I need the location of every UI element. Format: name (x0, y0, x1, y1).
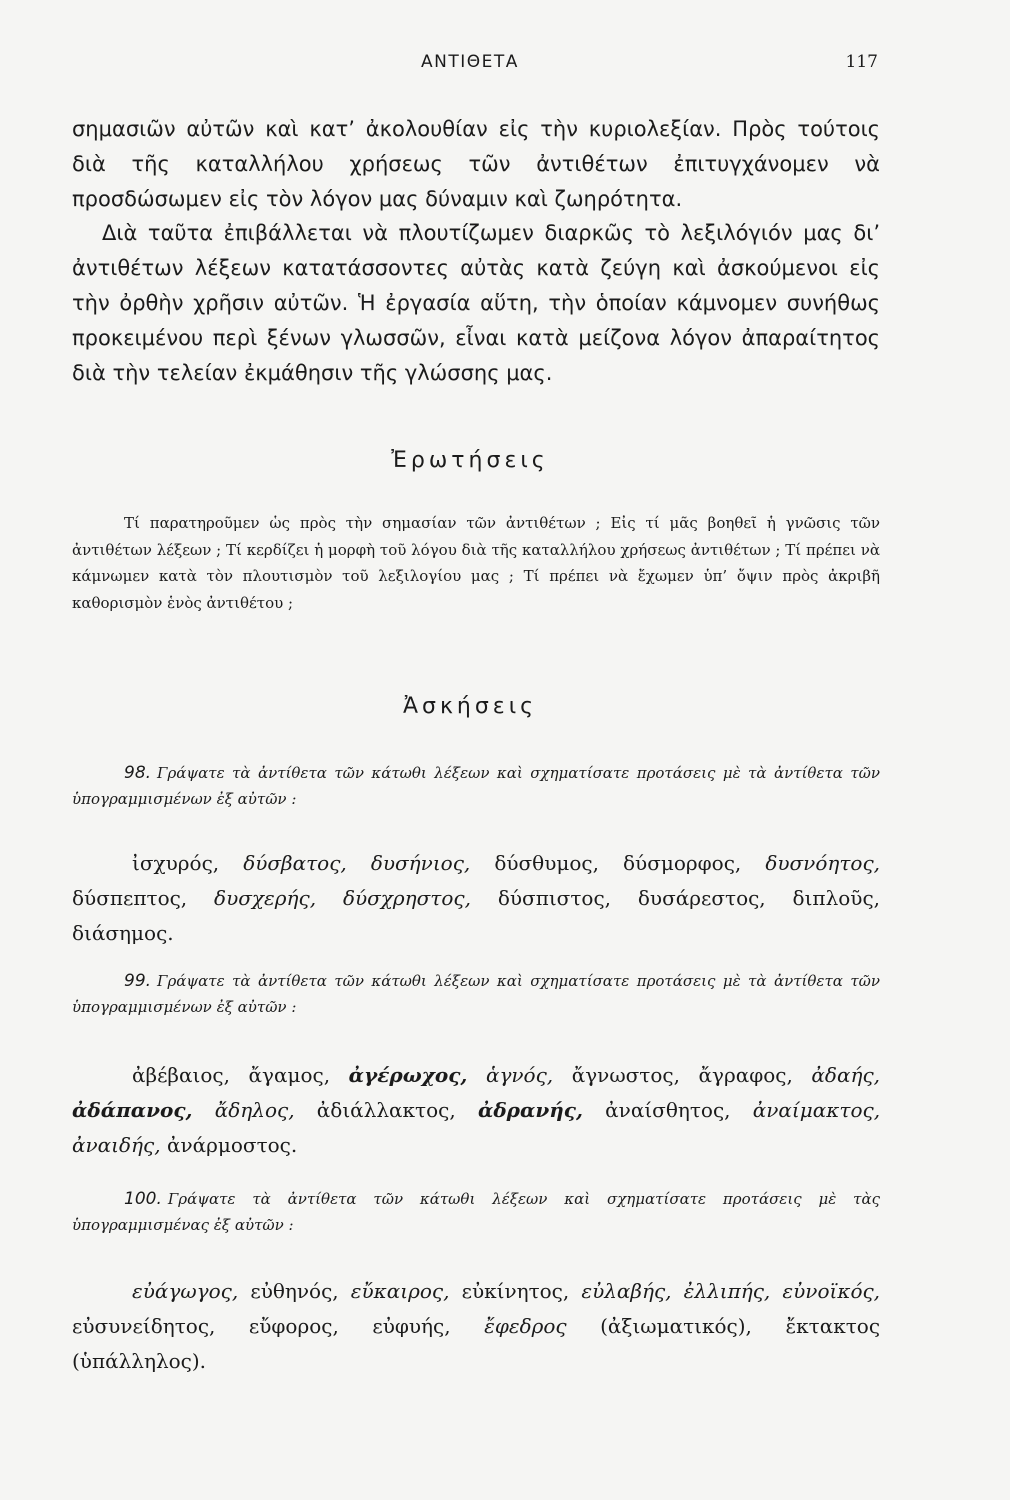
word: δύσθυμος, (494, 851, 599, 875)
exercise-100-words (72, 1274, 880, 1379)
exercise-99-words (72, 1058, 880, 1163)
word-underlined: εὔκαιρος, (350, 1279, 450, 1303)
exercises-heading: Ἀσκήσεις (402, 694, 538, 719)
exercise-98-instruction (72, 760, 880, 812)
word-underlined: ἀναίμακτος, (752, 1098, 881, 1122)
word-underlined: ἐλλιπής, (683, 1279, 771, 1303)
word-underlined: ἁγνός, (485, 1063, 554, 1087)
exercise-100-instruction (72, 1186, 880, 1238)
word: ἄγνωστος, (571, 1063, 680, 1087)
exercise-instruction: Γράψατε τὰ ἀντίθετα τῶν κάτωθι λέξεων καὶ σχηματίσατε προτάσεις μὲ τὰς ὑπογραμμισμένας ἐξ αὐτῶν : (72, 1190, 880, 1234)
word: ἀδιάλλακτος, (316, 1098, 456, 1122)
word: εὐθηνός, (250, 1279, 339, 1303)
word-underlined: δυσχερής, (214, 886, 317, 910)
intro-paragraph-2: Διὰ ταῦτα ἐπιβάλλεται νὰ πλουτίζωμεν διαρκῶς τὸ λεξιλόγιόν μας δι’ ἀντιθέτων λέξεων κατατάσσοντες αὐτὰς κατὰ ζεύγη καὶ ἀσκούμενοι εἰς τὴν ὀρθὴν χρῆσιν αὐτῶν. Ἡ ἐργασία αὕτη, τὴν ὁποίαν κάμνομεν συνήθως προκειμένου περὶ ξένων γλωσσῶν, εἶναι κατὰ μείζονα λόγον ἀπαραίτητος διὰ τὴν τελείαν ἐκμάθησιν τῆς γλώσσης μας. (72, 221, 880, 385)
exercise-instruction: Γράψατε τὰ ἀντίθετα τῶν κάτωθι λέξεων καὶ σχηματίσατε προτάσεις μὲ τὰ ἀντίθετα τῶν ὑπογραμμισμένων ἐξ αὐτῶν : (72, 972, 880, 1016)
word: (ἀξιωματικός), (600, 1314, 752, 1338)
word-underlined: δυσνόητος, (765, 851, 881, 875)
word-underlined: ἀδάπανος, (72, 1098, 193, 1122)
word-underlined: εὐάγωγος, (132, 1279, 239, 1303)
running-header: ΑΝΤΙΘΕΤΑ (421, 52, 519, 72)
exercise-99-instruction (72, 968, 880, 1020)
word: εὐσυνείδητος, (72, 1314, 216, 1338)
intro-paragraph-1: σημασιῶν αὐτῶν καὶ κατ’ ἀκολουθίαν εἰς τὴν κυριολεξίαν. Πρὸς τούτοις διὰ τῆς καταλλήλου χρήσεως τῶν ἀντιθέτων ἐπιτυγχάνομεν νὰ προσδώσωμεν εἰς τὸν λόγον μας δύναμιν καὶ ζωηρότητα. (72, 117, 880, 211)
exercise-number: 100. (124, 1189, 162, 1209)
word: εὔφορος, (248, 1314, 339, 1338)
word-underlined: δυσήνιος, (370, 851, 471, 875)
word: δυσάρεστος, (637, 886, 766, 910)
questions-body: Τί παρατηροῦμεν ὡς πρὸς τὴν σημασίαν τῶν ἀντιθέτων ; Εἰς τί μᾶς βοηθεῖ ἡ γνῶσις τῶν ἀντιθέτων λέξεων ; Τί κερδίζει ἡ μορφὴ τοῦ λόγου διὰ τῆς καταλλήλου χρήσεως ἀντιθέτων ; Τί πρέπει νὰ κάμνωμεν κατὰ τὸν πλουτισμὸν τοῦ λεξιλογίου μας ; Τί πρέπει νὰ ἔχωμεν ὑπ’ ὄψιν πρὸς ἀκριβῆ καθορισμὸν ἑνὸς ἀντιθέτου ; (72, 514, 880, 612)
word-underlined: ἀδρανής, (477, 1098, 583, 1122)
word: ἄγαμος, (248, 1063, 331, 1087)
word: διπλοῦς, (792, 886, 881, 910)
exercise-instruction: Γράψατε τὰ ἀντίθετα τῶν κάτωθι λέξεων καὶ σχηματίσατε προτάσεις μὲ τὰ ἀντίθετα τῶν ὑπογραμμισμένων ἐξ αὐτῶν : (72, 764, 880, 808)
word-underlined: δύσβατος, (243, 851, 347, 875)
word-underlined: εὐλαβής, (581, 1279, 672, 1303)
word-underlined: ἀδαής, (811, 1063, 881, 1087)
word: εὐφυής, (372, 1314, 451, 1338)
word-underlined: ἀναιδής, (72, 1133, 161, 1157)
word: δύσπεπτος, (72, 886, 188, 910)
word-underlined: ἄδηλος, (214, 1098, 295, 1122)
word-underlined: ἀγέρωχος, (348, 1063, 468, 1087)
questions-text (72, 510, 880, 616)
word: ἀναίσθητος, (605, 1098, 731, 1122)
word: (ὑπάλληλος). (72, 1349, 207, 1373)
intro-text (72, 112, 880, 390)
word: ἔκτακτος (785, 1314, 881, 1338)
word-underlined: ἔφεδρος (484, 1314, 567, 1338)
exercise-98-words (72, 846, 880, 951)
word: δύσπιστος, (497, 886, 611, 910)
word: εὐκίνητος, (461, 1279, 570, 1303)
exercise-number: 99. (124, 971, 152, 991)
word: δύσμορφος, (623, 851, 742, 875)
word: ἀβέβαιος, (132, 1063, 230, 1087)
questions-heading: Ἐρωτήσεις (391, 448, 549, 473)
word: ἰσχυρός, (132, 851, 220, 875)
word: ἄγραφος, (698, 1063, 793, 1087)
exercise-number: 98. (124, 763, 152, 783)
word: διάσημος. (72, 921, 174, 945)
word: ἀνάρμοστος. (166, 1133, 298, 1157)
word-underlined: δύσχρηστος, (342, 886, 471, 910)
word-underlined: εὐνοϊκός, (782, 1279, 881, 1303)
page-number: 117 (845, 52, 878, 72)
